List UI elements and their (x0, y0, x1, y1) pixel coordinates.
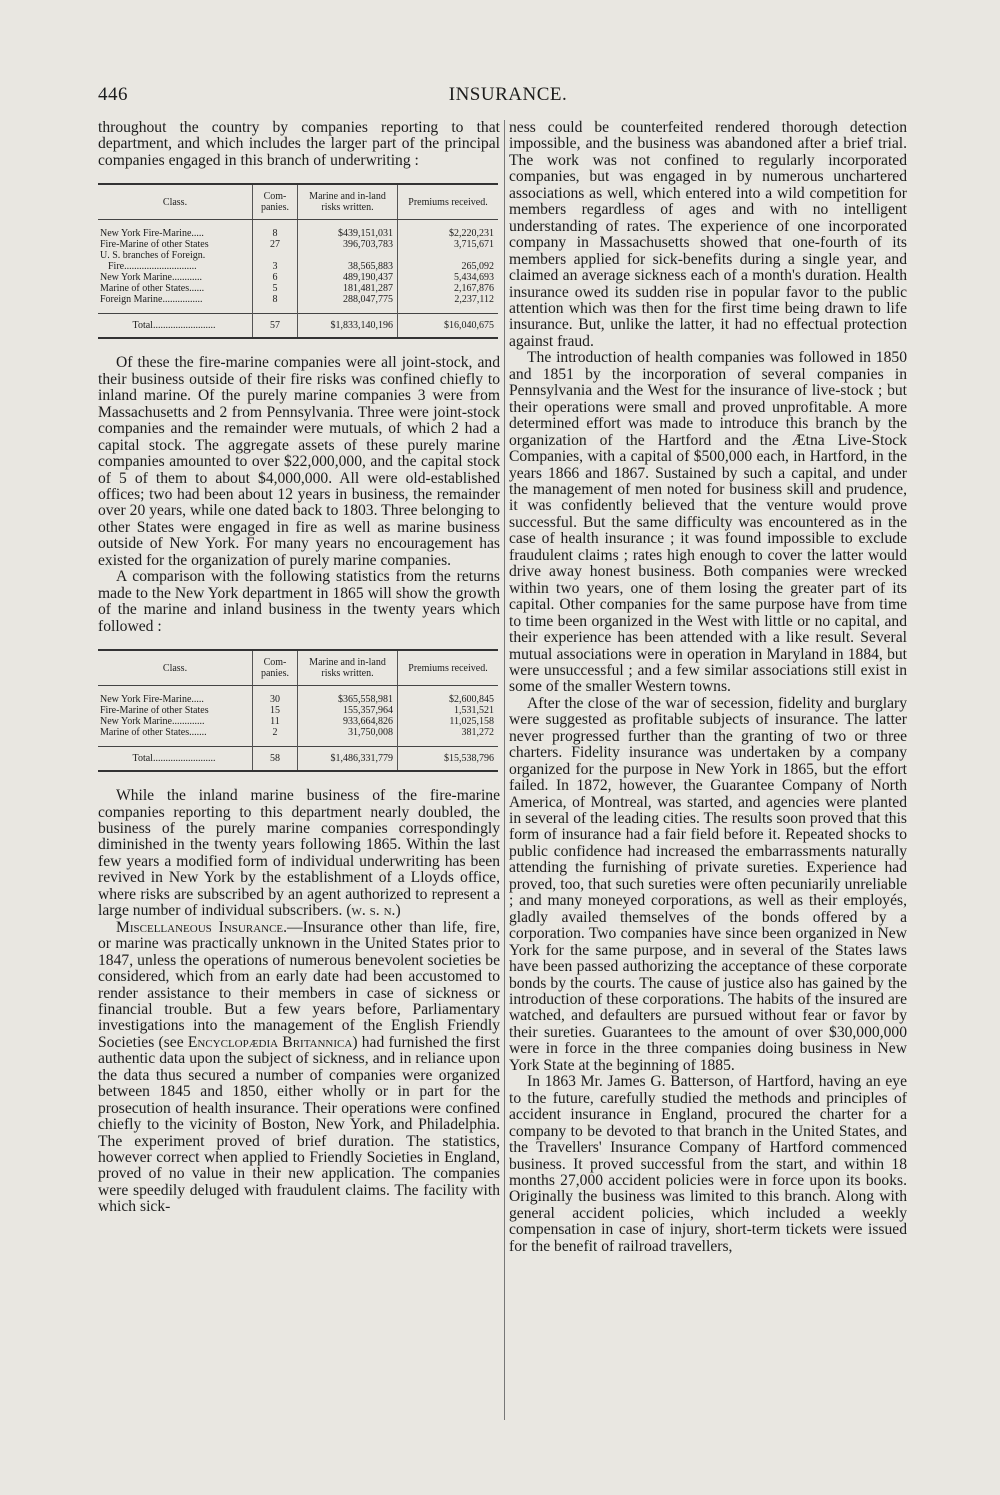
cell-class: Marine of other States...... (100, 283, 205, 295)
table-row (98, 272, 498, 283)
header-class: Class. (98, 184, 253, 220)
cell-companies: 30 (253, 686, 298, 706)
cell-companies: 5 (253, 283, 298, 294)
header-companies: Com-panies. (253, 650, 298, 686)
cell-risks: 31,750,008 (298, 727, 398, 747)
cell-risks: $365,558,981 (298, 686, 398, 706)
cell-class: Marine of other States....... (100, 727, 207, 739)
table-total-row (98, 747, 498, 772)
cell-risks: 155,357,964 (298, 705, 398, 716)
table-row (98, 250, 498, 261)
cell-total-risks: $1,486,331,779 (298, 747, 398, 772)
table-row (98, 727, 498, 747)
cell-companies (253, 250, 298, 261)
cell-premiums: 2,237,112 (398, 294, 499, 314)
table-row (98, 716, 498, 727)
table-row (98, 705, 498, 716)
cell-class: New York Marine............. (100, 716, 205, 728)
header-class: Class. (98, 650, 253, 686)
cell-total-companies: 58 (253, 747, 298, 772)
cell-total-risks: $1,833,140,196 (298, 314, 398, 339)
column-divider (504, 120, 505, 1420)
cell-companies: 8 (253, 220, 298, 240)
cell-class: New York Fire-Marine..... (100, 228, 204, 240)
cell-class: Fire-Marine of other States (100, 705, 209, 717)
table-row (98, 283, 498, 294)
cell-class: New York Fire-Marine..... (100, 694, 204, 706)
cell-premiums: 11,025,158 (398, 716, 499, 727)
cell-total-premiums: $15,538,796 (398, 747, 499, 772)
cell-premiums: 1,531,521 (398, 705, 499, 716)
paragraph-text: While the inland marine business of the fire-marine companies reporting to this department nearly doubled, the business of the purely marine companies correspondingly diminished in the twenty years following 1865. Within the last few years a modified form of individual underwriting has been revived in New York by the establishment of a Lloyds office, where risks are subscribed by an agent authorized to represent a large number of individual subscribers. (98, 787, 500, 920)
header-risks: Marine and in-land risks written. (298, 184, 398, 220)
table-row (98, 220, 498, 240)
cell-companies: 8 (253, 294, 298, 314)
header-risks: Marine and in-land risks written. (298, 650, 398, 686)
table-row (98, 294, 498, 314)
cell-risks: 38,565,883 (298, 261, 398, 272)
paragraph: A comparison with the following statistics from the returns made to the New York department in 1865 will show the growth of the marine and inland business in the twenty years which followed : (98, 568, 500, 635)
running-head (98, 84, 918, 112)
cell-premiums: $2,600,845 (398, 686, 499, 706)
cell-risks: $439,151,031 (298, 220, 398, 240)
cell-companies: 2 (253, 727, 298, 747)
author-signature: (w. s. n.) (346, 902, 401, 920)
cell-premiums (398, 250, 499, 261)
statistics-table-1 (98, 183, 498, 339)
statistics-table-2 (98, 649, 498, 772)
cell-risks: 933,664,826 (298, 716, 398, 727)
reference-title: Encyclopædia Britannica (187, 1033, 353, 1051)
cell-risks: 181,481,287 (298, 283, 398, 294)
paragraph: After the close of the war of secession, fidelity and burglary were suggested as profitable subjects of insurance. The latter never progressed further than the granting of two or three charters. Fidelity insurance was undertaken by a company organized for the purpose in New York in 1865, but the effort failed. In 1872, however, the Guarantee Company of North America, of Montreal, was started, and agencies were planted in several of the leading cities. The results soon proved that this form of insurance had a fair field before it. Repeated shocks to public confidence had increased the embarrassments naturally attending the furnishing of private sureties. Experience had proved, too, that such sureties were often pecuniarily unreliable ; and many moneyed corporations, as well as their employés, gladly availed themselves of the bonds offered by a corporation. Two companies have since been organized in New York for the same purpose, and in several of the States laws have been passed authorizing the acceptance of these corporate bonds by the courts. The cause of justice also has gained by the introduction of these corporations. The habits of the insured are watched, and defaulters are pursued without fear or favor by their sureties. Guarantees to the amount of over $30,000,000 were in force in the three companies doing business in New York State at the beginning of 1885. (509, 694, 907, 1074)
cell-total-companies: 57 (253, 314, 298, 339)
cell-premiums: $2,220,231 (398, 220, 499, 240)
cell-premiums: 381,272 (398, 727, 499, 747)
table-row (98, 261, 498, 272)
cell-companies: 15 (253, 705, 298, 716)
paragraph (98, 920, 500, 1216)
cell-premiums: 3,715,671 (398, 239, 499, 250)
cell-risks (298, 250, 398, 261)
paragraph: throughout the country by companies reporting to that department, and which includes the larger part of the principal companies engaged in this branch of underwriting : (98, 119, 500, 169)
right-column (509, 120, 907, 1255)
cell-class: U. S. branches of Foreign. (100, 250, 206, 262)
paragraph: The introduction of health companies was followed in 1850 and 1851 by the incorporation of several companies in Pennsylvania and the West for the insurance of live-stock ; but their operations were small and proved unprofitable. A more determined effort was made to introduce this branch by the organization of the Hartford and the Ætna Live-Stock Companies, with a capital of $500,000 each, in Hartford, in the years 1866 and 1867. Sustained by such a capital, and under the management of men noted for business skill and prudence, it was confidently believed that the venture would prove successful. But the same difficulty was encountered as in the case of health insurance ; it was found impossible to exclude fraudulent claims ; rates high enough to cover the latter would drive away honest business. Both companies were wrecked within two years, one of them losing the greater part of its capital. Other companies for the same purpose have from time to time been organized in the West with little or no capital, and their experience has been attended with a like result. Several mutual associations were in operation in Maryland in 1884, but were unsuccessful ; and a few similar associations still exist in some of the smaller Western towns. (509, 349, 907, 696)
header-premiums: Premiums received. (398, 650, 499, 686)
table-header-row (98, 184, 498, 220)
cell-risks: 396,703,783 (298, 239, 398, 250)
cell-total-label: Total......................... (98, 314, 253, 339)
left-column (98, 120, 500, 1216)
table-row (98, 686, 498, 706)
paragraph: In 1863 Mr. James G. Batterson, of Hartford, having an eye to the future, carefully studied the methods and principles of accident insurance in England, procured the charter for a company to be devoted to that branch in the United States, and the Travellers' Insurance Company of Hartford commenced business. It proved successful from the start, and within 18 months 27,000 accident policies were in force upon its books. Originally the business was limited to this branch. Along with general accident policies, which included a weekly compensation in case of injury, short-term tickets were issued for the benefit of railroad travellers, (509, 1073, 907, 1255)
running-title: INSURANCE. (448, 84, 568, 105)
cell-total-premiums: $16,040,675 (398, 314, 499, 339)
paragraph-text: —Insurance other than life, fire, or marine was practically unknown in the United States prior to 1847, unless the operations of numerous benevolent societies be considered, which from an early date had been accustomed to render assistance to their members in case of sickness or financial trouble. But a few years before, Parliamentary investigations into the management of the English Friendly Societies (see (98, 918, 500, 1051)
cell-class: Fire............................. (108, 261, 197, 273)
page-number: 446 (98, 84, 128, 105)
cell-companies: 3 (253, 261, 298, 272)
cell-companies: 11 (253, 716, 298, 727)
table-row (98, 239, 498, 250)
paragraph-text: ) had furnished the first authentic data upon the subject of sickness, and in reliance upon the data thus secured a number of companies were organized between 1845 and 1850, either wholly or in part for the prosecution of health insurance. Their operations were confined chiefly to the vicinity of Boston, New York, and Philadelphia. The experiment proved of brief duration. The statistics, however correct when applied to Friendly Societies in England, proved of no value in their new application. The companies were speedily deluged with fraudulent claims. The facility with which sick- (98, 1033, 500, 1216)
header-companies: Com-panies. (253, 184, 298, 220)
section-heading: Miscellaneous Insurance. (116, 918, 288, 936)
cell-class: New York Marine............ (100, 272, 202, 284)
paragraph: ness could be counterfeited rendered thorough detection impossible, and the business was abandoned after a brief trial. The work was not confined to regularly incorporated companies, but was engaged in by numerous unchartered associations as well, which entered into a wild competition for members regardless of ages and with no intelligent understanding of rates. The experience of one incorporated company in Massachusetts showed that one-fourth of its members applied for sick-benefits during a single year, and claimed an average sickness each of a month's duration. Health insurance owed its sudden rise in popular favor to the public attention which was then for the first time being drawn to life insurance. But, unlike the latter, it had no effectual protection against fraud. (509, 119, 907, 350)
cell-premiums: 265,092 (398, 261, 499, 272)
table-header-row (98, 650, 498, 686)
cell-companies: 6 (253, 272, 298, 283)
cell-risks: 288,047,775 (298, 294, 398, 314)
cell-premiums: 5,434,693 (398, 272, 499, 283)
cell-risks: 489,190,437 (298, 272, 398, 283)
paragraph (98, 788, 500, 920)
cell-premiums: 2,167,876 (398, 283, 499, 294)
header-premiums: Premiums received. (398, 184, 499, 220)
cell-companies: 27 (253, 239, 298, 250)
cell-total-label: Total......................... (98, 747, 253, 772)
cell-class: Foreign Marine................ (100, 294, 203, 306)
table-total-row (98, 314, 498, 339)
cell-class: Fire-Marine of other States (100, 239, 209, 251)
paragraph: Of these the fire-marine companies were all joint-stock, and their business outside of their fire risks was confined chiefly to inland marine. Of the purely marine companies 3 were from Massachusetts and 2 from Pennsylvania. Three were joint-stock companies and the remainder were mutuals, of which 2 had a capital stock. The aggregate assets of these purely marine companies amounted to over $22,000,000, and the capital stock of 5 of them to about $4,000,000. All were old-established offices; two had been about 12 years in business, the remainder over 20 years, while one dated back to 1803. Three belonging to other States were engaged in fire as well as marine business outside of New York. For many years no encouragement has existed for the organization of purely marine companies. (98, 354, 500, 569)
